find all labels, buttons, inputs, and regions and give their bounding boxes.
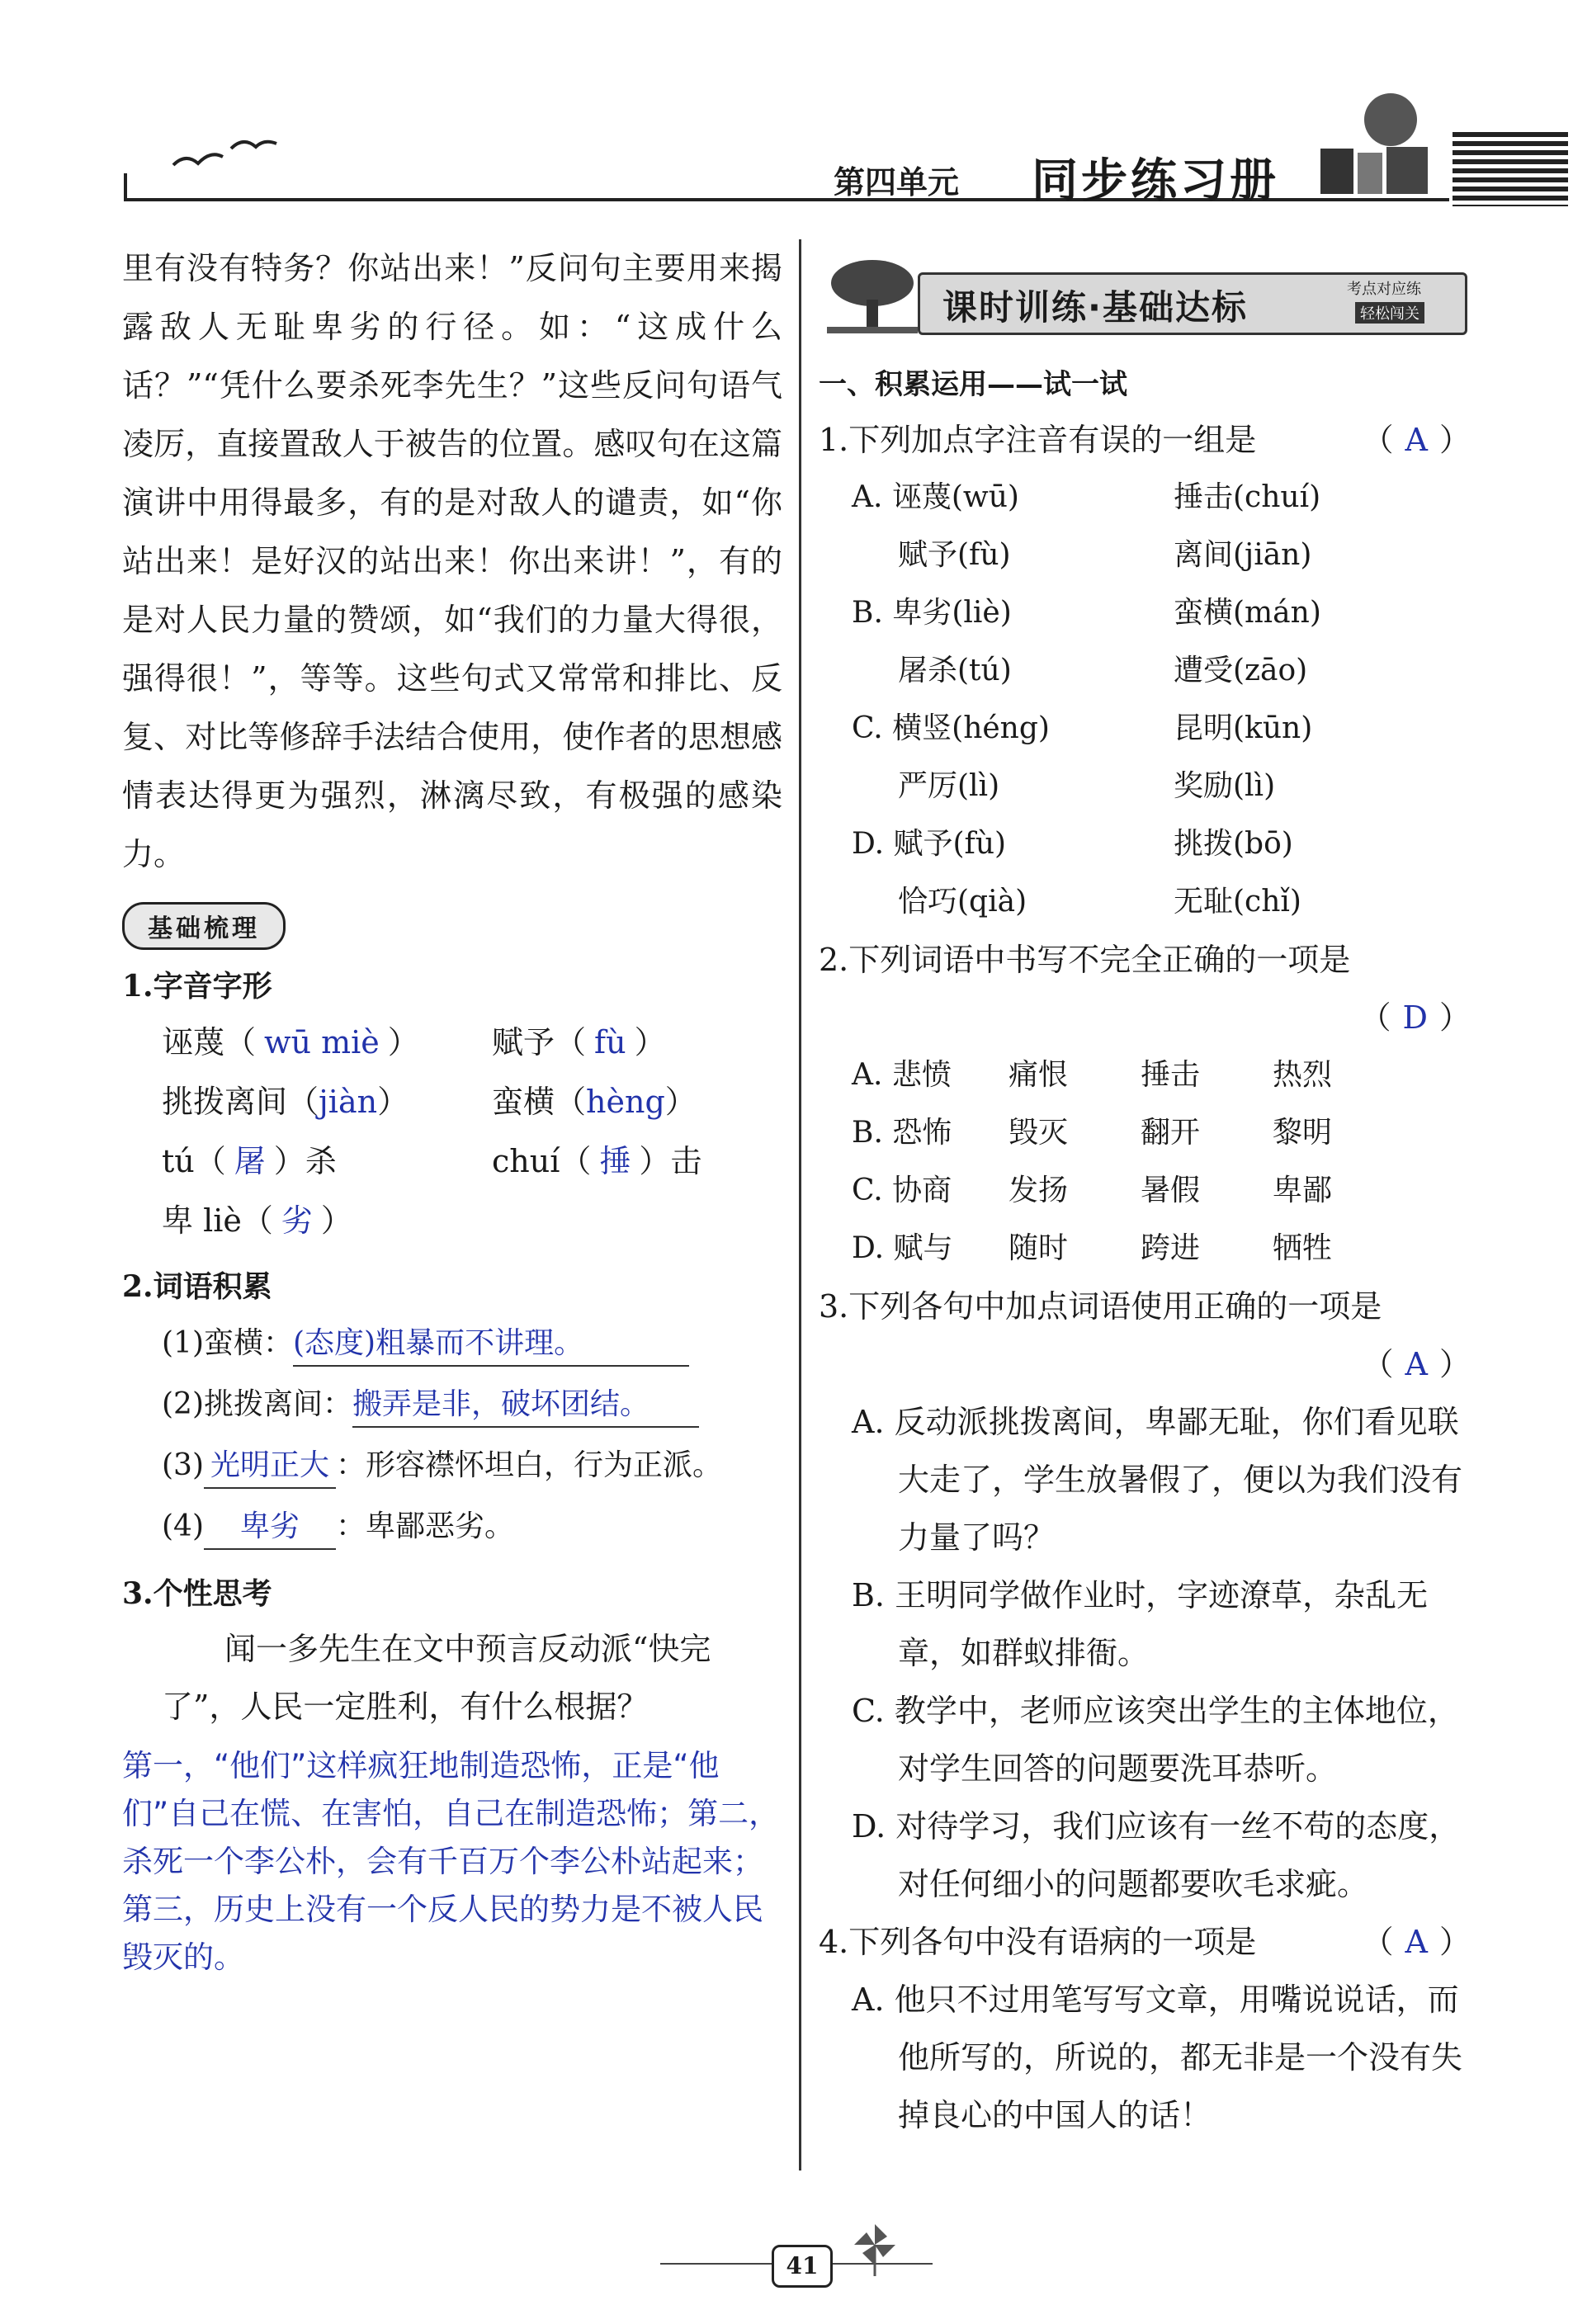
q2-cell: B. 恐怖: [852, 1116, 952, 1150]
question-1-answer: A: [1405, 422, 1428, 458]
vocab-row-2: (2)挑拨离间： 搬弄是非，破坏团结。: [122, 1374, 782, 1435]
q2-cell: A. 悲愤: [852, 1058, 952, 1092]
banner-subtitle-1: 考点对应练: [1347, 281, 1421, 298]
header-dashed-line: [124, 173, 820, 201]
q4-option-a-line1: A. 他只不过用笔写写文章，用嘴说说话，而: [852, 1982, 1459, 2018]
option-1b-1: B. 卑劣(liè): [852, 596, 1012, 630]
item-manheng: 蛮横（hèng）: [492, 1084, 697, 1120]
q3-option-d-line2: 对任何细小的问题都要吹毛求疵。: [898, 1866, 1369, 1902]
book-title: 同步练习册: [1032, 154, 1279, 208]
header-stripes: [1453, 132, 1568, 206]
answer-jian: jiàn: [319, 1084, 378, 1120]
item-chui: chuí（ 捶 ）击: [492, 1143, 702, 1179]
item-lie: 卑 liè（ 劣 ）: [162, 1202, 352, 1239]
thinking-answer: 第一，“他们”这样疯狂地制造恐怖，正是“他们”自己在慌、在害怕，自己在制造恐怖；第二，杀死一个李公朴，会有千百万个李公朴站起来；第三，历史上没有一个反人民的势力是不被人民毁灭的。: [122, 1748, 780, 1975]
right-column: [819, 239, 1471, 2144]
option-1a-2: 捶击(chuí): [1174, 480, 1321, 514]
q2-cell: 捶击: [1141, 1058, 1201, 1092]
item-fuyu: 赋予（ fù ）: [492, 1024, 666, 1060]
q2-cell: 随时: [1009, 1231, 1069, 1265]
question-1-options: [819, 469, 1471, 931]
question-2-answer: D: [1402, 999, 1428, 1036]
banner-title: 课时训练·基础达标: [942, 287, 1248, 328]
answer-heng: hèng: [586, 1084, 665, 1120]
q3-option-d-line1: D. 对待学习，我们应该有一丝不苟的态度，: [852, 1808, 1461, 1845]
answer-chui: 捶: [599, 1143, 631, 1179]
option-1a-3: 赋予(fù): [898, 538, 1011, 572]
q4-option-a-line2: 他所写的，所说的，都无非是一个没有失: [898, 2039, 1463, 2076]
answer-wumie: wū miè: [264, 1024, 380, 1060]
q2-cell: 牺牲: [1273, 1231, 1333, 1265]
option-1d-2: 挑拨(bō): [1174, 827, 1293, 861]
question-2-stem: 2.下列词语中书写不完全正确的一项是: [819, 942, 1351, 978]
answer-fu: fù: [594, 1024, 626, 1060]
option-1c-2: 昆明(kūn): [1174, 711, 1313, 745]
question-3-answer: A: [1405, 1346, 1428, 1382]
vocab-row-1: (1)蛮横： (态度)粗暴而不讲理。: [122, 1313, 782, 1374]
q3-option-a-line2: 大走了，学生放暑假了，便以为我们没有: [898, 1462, 1463, 1498]
section-title-thinking: 3.个性思考: [122, 1576, 272, 1611]
option-1d-1: D. 赋予(fù): [852, 827, 1007, 861]
q2-cell: 热烈: [1273, 1058, 1333, 1092]
vocab-answer-3: 光明正大: [204, 1444, 336, 1489]
question-1-stem: 1.下列加点字注音有误的一组是 （ A ）: [819, 422, 1471, 458]
thinking-question: 闻一多先生在文中预言反动派“快完了”，人民一定胜利，有什么根据？: [162, 1631, 711, 1725]
option-1b-3: 屠杀(tú): [898, 654, 1012, 687]
unit-title: 第四单元: [834, 163, 960, 201]
vocab-answer-1: (态度)粗暴而不讲理。: [293, 1322, 689, 1367]
question-4-stem: 4.下列各句中没有语病的一项是 （ A ）: [819, 1924, 1471, 1960]
vocab-answer-2: 搬弄是非，破坏团结。: [352, 1383, 699, 1428]
q2-cell: 痛恨: [1009, 1058, 1069, 1092]
section-title-pronunciation: 1.字音字形: [122, 969, 272, 1004]
option-1c-3: 严厉(lì): [898, 769, 1000, 803]
option-1a-1: A. 诬蔑(wū): [852, 480, 1019, 514]
q3-option-b-line1: B. 王明同学做作业时，字迹潦草，杂乱无: [852, 1577, 1429, 1613]
exercise-banner: [819, 239, 1471, 347]
item-lijian: 挑拨离间（jiàn）: [162, 1084, 409, 1120]
question-3-answer-row: （ A ）: [1362, 1346, 1471, 1382]
q4-option-a-line3: 掉良心的中国人的话！: [898, 2097, 1212, 2133]
column-divider: [799, 239, 801, 2170]
answer-tu: 屠: [234, 1143, 266, 1179]
option-1a-4: 离间(jiān): [1174, 538, 1312, 572]
vocab-row-3: (3) 光明正大 ：形容襟怀坦白，行为正派。: [122, 1435, 782, 1496]
question-4-answer: A: [1405, 1924, 1428, 1960]
option-1b-2: 蛮横(mán): [1174, 596, 1321, 630]
item-wumie: 诬蔑（ wū miè ）: [162, 1024, 419, 1060]
q3-option-c-line1: C. 教学中，老师应该突出学生的主体地位，: [852, 1693, 1459, 1729]
vocab-row-4: (4) 卑劣 ：卑鄙恶劣。: [122, 1496, 782, 1557]
q2-cell: C. 协商: [852, 1174, 952, 1207]
question-2-options: [819, 1046, 1471, 1278]
tree-icon: [827, 254, 918, 337]
section-title-vocabulary: 2.词语积累: [122, 1269, 272, 1304]
question-3-stem: 3.下列各句中加点词语使用正确的一项是: [819, 1288, 1382, 1325]
option-1c-4: 奖励(lì): [1174, 769, 1276, 803]
q2-cell: 跨进: [1141, 1231, 1201, 1265]
q3-option-a-line3: 力量了吗？: [898, 1519, 1056, 1556]
pinwheel-icon: [850, 2220, 900, 2278]
q3-option-b-line2: 章，如群蚁排衙。: [898, 1635, 1150, 1671]
answer-lie: 劣: [281, 1202, 313, 1239]
books-globe-icon: [1312, 83, 1436, 198]
question-2-answer-row: （ D ）: [1359, 999, 1471, 1036]
q2-cell: 毁灭: [1009, 1116, 1069, 1150]
vocab-answer-4: 卑劣: [204, 1505, 336, 1550]
banner-subtitle-2: 轻松闯关: [1355, 302, 1424, 324]
intro-paragraph: 里有没有特务？你站出来！”反问句主要用来揭露敌人无耻卑劣的行径。如：“这成什么话？”“凭什么要杀死李先生？”这些反问句语气凌厉，直接置敌人于被告的位置。感叹句在这篇演讲中用得最多，有的是对敌人的谴责，如“你站出来！是好汉的站出来！你出来讲！”，有的是对人民力量的赞颂，如“我们的力量大得很，强得很！”，等等。这些句式又常常和排比、反复、对比等修辞手法结合使用，使作者的思想感情表达得更为强烈，淋漓尽致，有极强的感染力。: [122, 250, 782, 872]
q3-option-a-line1: A. 反动派挑拨离间，卑鄙无耻，你们看见联: [852, 1404, 1459, 1440]
q2-cell: 暑假: [1141, 1174, 1201, 1207]
page-number: 41: [772, 2245, 833, 2288]
q2-cell: 发扬: [1009, 1174, 1069, 1207]
section-badge: 基础梳理: [122, 902, 286, 950]
q2-cell: 黎明: [1273, 1116, 1333, 1150]
left-column: [122, 239, 782, 1982]
option-1d-4: 无耻(chǐ): [1174, 885, 1301, 919]
q2-cell: 卑鄙: [1273, 1174, 1333, 1207]
q3-option-c-line2: 对学生回答的问题要洗耳恭听。: [898, 1750, 1338, 1787]
part-title: 一、积累运用——试一试: [819, 368, 1127, 401]
option-1d-3: 恰巧(qià): [898, 885, 1027, 919]
q2-cell: D. 赋与: [852, 1231, 953, 1265]
item-tu: tú（ 屠 ）杀: [162, 1143, 337, 1179]
option-1c-1: C. 横竖(héng): [852, 711, 1050, 745]
option-1b-4: 遭受(zāo): [1174, 654, 1308, 687]
pronunciation-grid: [122, 1013, 782, 1250]
q2-cell: 翻开: [1141, 1116, 1201, 1150]
